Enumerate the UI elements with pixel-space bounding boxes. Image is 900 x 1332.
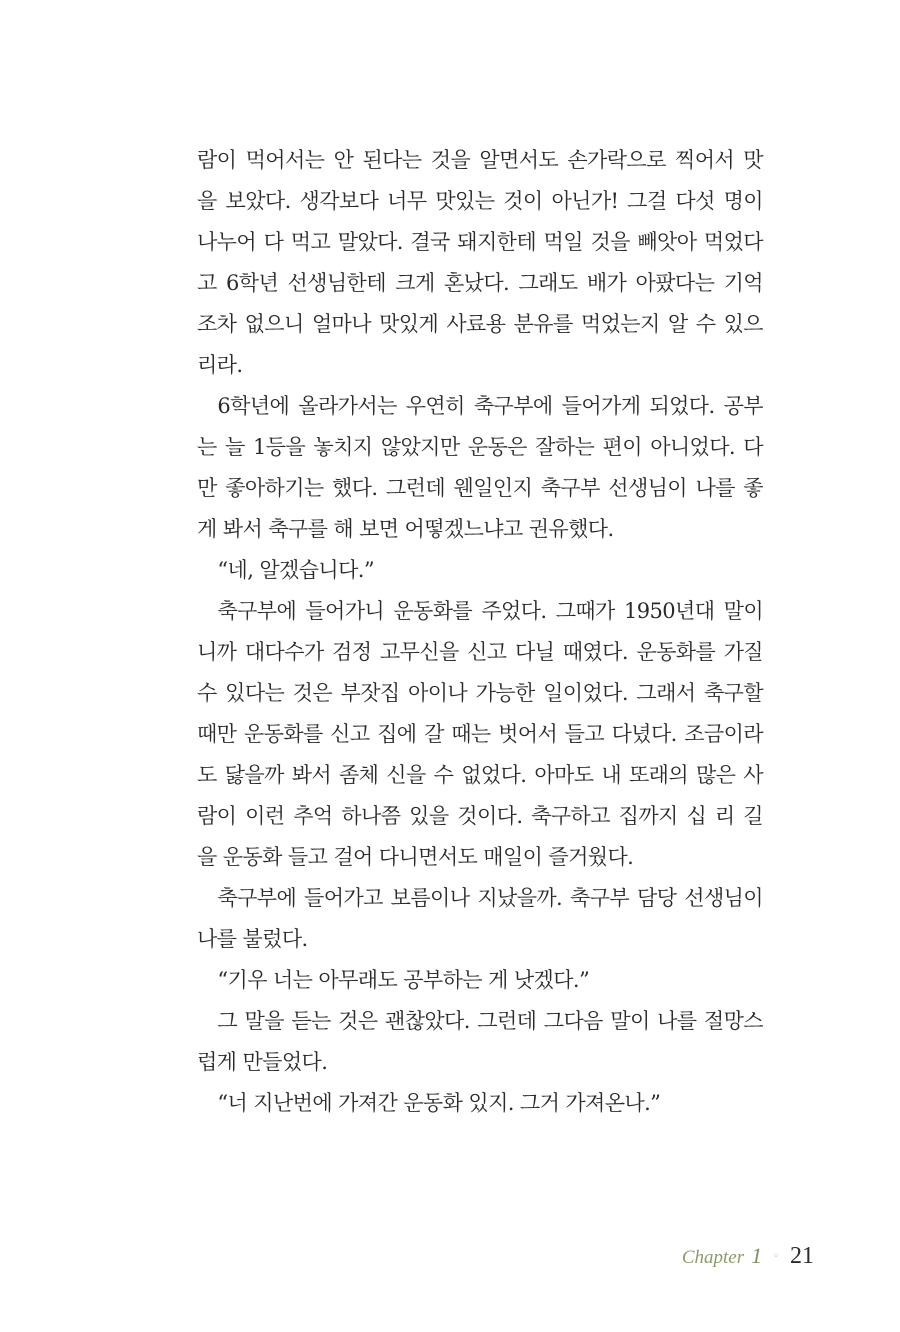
text-line: 그 말을 듣는 것은 괜찮았다. 그런데 그다음 말이 나를 절망스 [197,1009,763,1033]
text-line: “기우 너는 아무래도 공부하는 게 낫겠다.” [197,968,590,992]
chapter-number: 1 [751,1243,763,1268]
text-line: 는 늘 1등을 놓치지 않았지만 운동은 잘하는 편이 아니었다. 다 [197,435,763,459]
separator-dot-icon: ◦ [773,1251,779,1262]
chapter-label: Chapter [681,1247,745,1268]
text-line: “너 지난번에 가져간 운동화 있지. 그거 가져온나.” [197,1091,661,1115]
text-line: 나를 불렀다. [197,927,308,951]
text-line: 만 좋아하기는 했다. 그런데 웬일인지 축구부 선생님이 나를 좋 [197,476,763,500]
text-line: “네, 알겠습니다.” [197,558,375,582]
text-line: 수 있다는 것은 부잣집 아이나 가능한 일이었다. 그래서 축구할 [197,681,763,705]
text-line: 도 닳을까 봐서 좀체 신을 수 없었다. 아마도 내 또래의 많은 사 [197,763,763,787]
text-line: 게 봐서 축구를 해 보면 어떻겠느냐고 권유했다. [197,517,614,541]
text-line: 때만 운동화를 신고 집에 갈 때는 벗어서 들고 다녔다. 조금이라 [197,722,763,746]
text-line: 니까 대다수가 검정 고무신을 신고 다닐 때였다. 운동화를 가질 [197,640,763,664]
body-text [197,140,763,1124]
text-line: 람이 먹어서는 안 된다는 것을 알면서도 손가락으로 찍어서 맛 [197,148,763,172]
text-line: 나누어 다 먹고 말았다. 결국 돼지한테 먹일 것을 빼앗아 먹었다 [197,230,763,254]
text-line: 럽게 만들었다. [197,1050,328,1074]
text-line: 축구부에 들어가고 보름이나 지났을까. 축구부 담당 선생님이 [197,886,763,910]
page-footer [682,1243,814,1273]
text-line: 람이 이런 추억 하나쯤 있을 것이다. 축구하고 집까지 십 리 길 [197,804,763,828]
text-line: 고 6학년 선생님한테 크게 혼났다. 그래도 배가 아팠다는 기억 [197,271,763,295]
text-line: 을 운동화 들고 걸어 다니면서도 매일이 즐거웠다. [197,845,634,869]
text-line: 축구부에 들어가니 운동화를 주었다. 그때가 1950년대 말이 [197,599,763,623]
page-number: 21 [790,1243,814,1269]
text-line: 조차 없으니 얼마나 맛있게 사료용 분유를 먹었는지 알 수 있으 [197,312,763,336]
text-line: 을 보았다. 생각보다 너무 맛있는 것이 아닌가! 그걸 다섯 명이 [197,189,763,213]
text-line: 리라. [197,353,243,377]
text-line: 6학년에 올라가서는 우연히 축구부에 들어가게 되었다. 공부 [197,394,763,418]
